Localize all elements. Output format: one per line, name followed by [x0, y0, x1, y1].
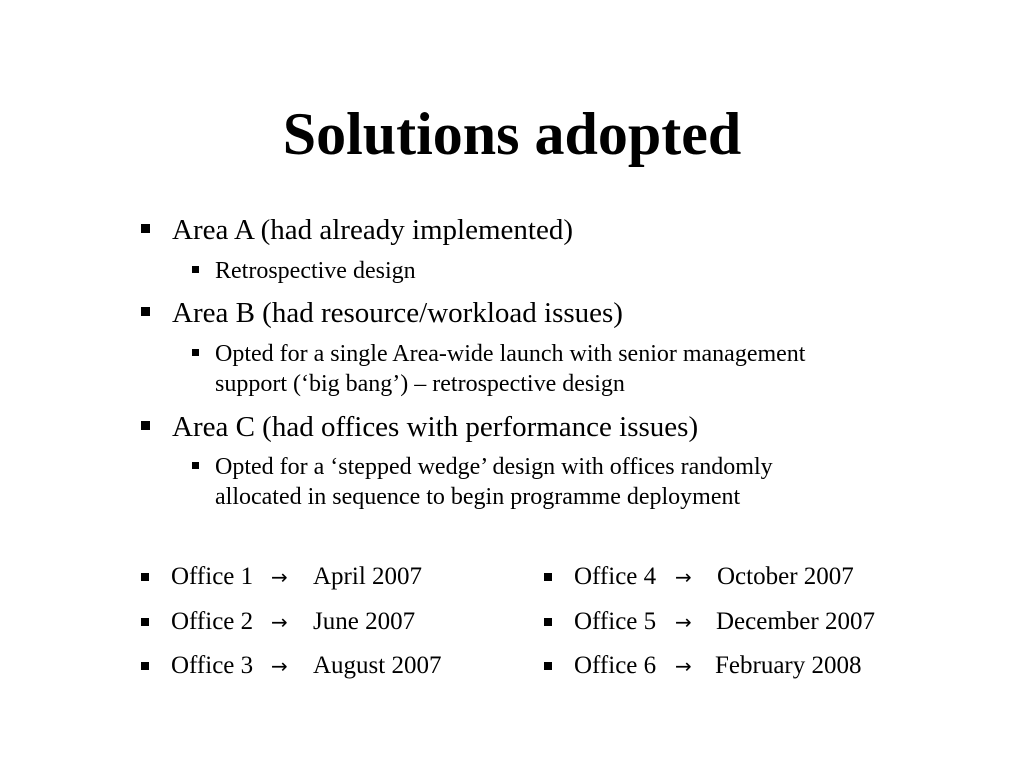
bullet-square-icon	[544, 662, 552, 670]
right-arrow-icon: →	[675, 565, 692, 589]
bullet-square-icon	[141, 662, 149, 670]
bullet-square-icon	[141, 618, 149, 626]
office-1-name: Office 1	[171, 563, 254, 590]
bullet-square-icon	[141, 421, 150, 430]
bullet-square-icon	[141, 573, 149, 581]
bullet-square-icon	[544, 618, 552, 626]
area-c-detail-line-2: allocated in sequence to begin programme deployment	[215, 484, 741, 510]
right-arrow-icon: →	[271, 565, 288, 589]
bullet-square-icon	[192, 266, 199, 273]
right-arrow-icon: →	[675, 654, 692, 678]
area-b-detail-line-1: Opted for a single Area-wide launch with senior management	[215, 341, 806, 367]
area-b-detail-line-2: support (‘big bang’) – retrospective design	[215, 371, 625, 397]
bullet-square-icon	[192, 462, 199, 469]
area-a-detail: Retrospective design	[215, 258, 416, 284]
office-3-date: August 2007	[313, 652, 442, 679]
area-b-label: Area B (had resource/workload issues)	[172, 297, 623, 329]
bullet-square-icon	[544, 573, 552, 581]
office-4-name: Office 4	[574, 563, 657, 590]
office-4-date: October 2007	[717, 563, 854, 590]
office-5-date: December 2007	[716, 608, 875, 635]
office-5-name: Office 5	[574, 608, 657, 635]
office-2-name: Office 2	[171, 608, 254, 635]
bullet-square-icon	[141, 224, 150, 233]
right-arrow-icon: →	[271, 654, 288, 678]
office-6-name: Office 6	[574, 652, 657, 679]
office-6-date: February 2008	[715, 652, 862, 679]
right-arrow-icon: →	[271, 610, 288, 634]
office-3-name: Office 3	[171, 652, 254, 679]
right-arrow-icon: →	[675, 610, 692, 634]
area-c-label: Area C (had offices with performance issues)	[172, 411, 699, 443]
office-2-date: June 2007	[313, 608, 416, 635]
bullet-square-icon	[141, 307, 150, 316]
office-1-date: April 2007	[313, 563, 423, 590]
area-a-label: Area A (had already implemented)	[172, 214, 574, 246]
bullet-square-icon	[192, 349, 199, 356]
slide-title: Solutions adopted	[282, 101, 742, 167]
area-c-detail-line-1: Opted for a ‘stepped wedge’ design with offices randomly	[215, 454, 773, 480]
